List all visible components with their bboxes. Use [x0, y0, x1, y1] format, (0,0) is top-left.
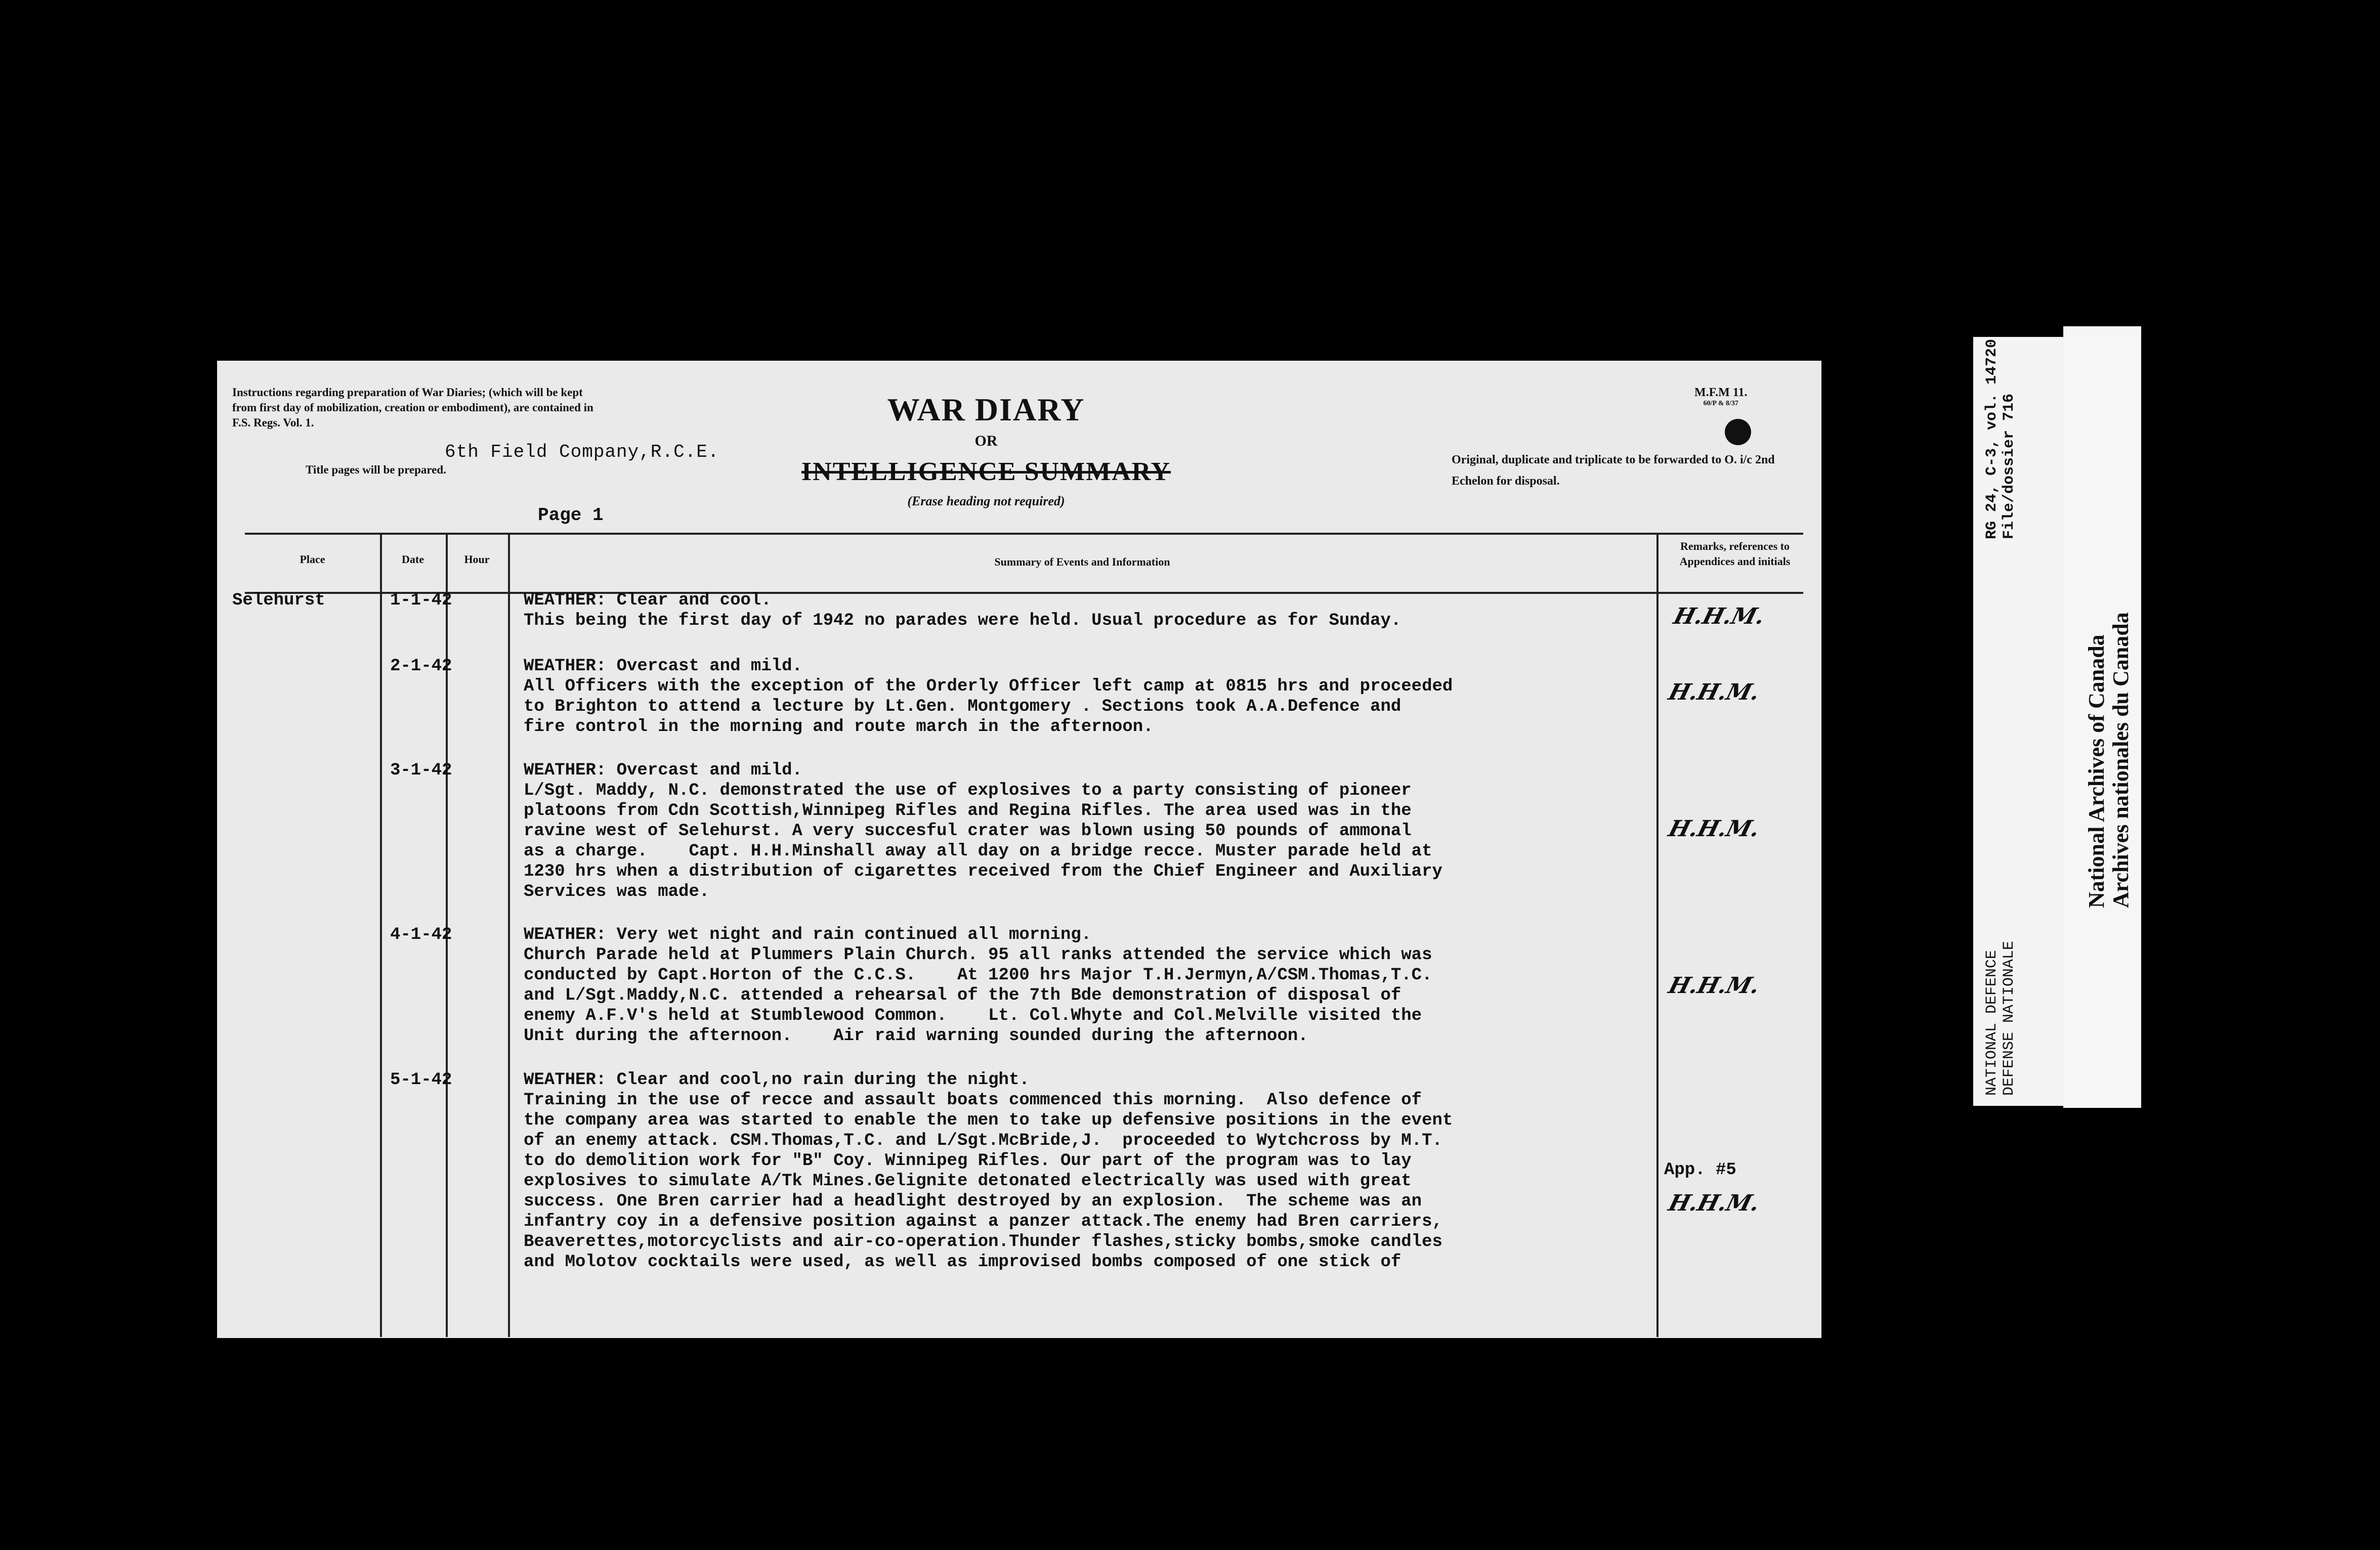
col-header-remarks: Remarks, references to Appendices and initials [1679, 540, 1791, 568]
entry-line: enemy A.F.V's held at Stumblewood Common. Lt. Col.Whyte and Col.Melville visited the [524, 1006, 1422, 1025]
entry-line: fire control in the morning and route march in the afternoon. [524, 717, 1154, 737]
entry-line: WEATHER: Clear and cool,no rain during the night. [524, 1070, 1030, 1090]
entry-line: to do demolition work for "B" Coy. Winnipeg Rifles. Our part of the program was to lay [524, 1151, 1412, 1171]
initials-signature: H.H.M. [1666, 816, 1763, 842]
entry-line: ravine west of Selehurst. A very succesful crater was blown using 50 pounds of ammonal [524, 822, 1412, 841]
entry-line: infantry coy in a defensive position against a panzer attack.The enemy had Bren carriers, [524, 1212, 1442, 1231]
entry-line: Training in the use of recce and assault boats commenced this morning. Also defence of [524, 1091, 1422, 1110]
unit-name: 6th Field Company,R.C.E. [445, 442, 719, 462]
place-cell: Selehurst [232, 591, 325, 610]
entry-line: Church Parade held at Plummers Plain Church. 95 all ranks attended the service which was [524, 945, 1432, 965]
entry-line: and L/Sgt.Maddy,N.C. attended a rehearsal of the 7th Bde demonstration of disposal of [524, 986, 1401, 1005]
entry-line: the company area was started to enable the men to take up defensive positions in the event [524, 1111, 1453, 1130]
col-header-date: Date [402, 553, 424, 566]
department-en: NATIONAL DEFENCE [1983, 950, 2001, 1096]
archive-reference [1983, 339, 2018, 539]
entry-line: L/Sgt. Maddy, N.C. demonstrated the use of explosives to a party consisting of pioneer [524, 781, 1412, 800]
form-number-sub: 60/P & 8/37 [1703, 400, 1738, 407]
department-stamp [1983, 941, 2018, 1096]
col-divider-place [380, 533, 382, 1337]
entry-line: and Molotov cocktails were used, as well as improvised bombs composed of one stick of [524, 1253, 1401, 1272]
entry-date: 5-1-42 [390, 1070, 452, 1090]
entry-line: to Brighton to attend a lecture by Lt.Gen. Montgomery . Sections took A.A.Defence and [524, 697, 1401, 716]
department-fr: DEFENSE NATIONALE [2001, 940, 2018, 1096]
instructions-note: Instructions regarding preparation of War Diaries; (which will be kept from first day of mobilization, creation or embodiment), are contained in F.S. Regs. Vol. 1. [232, 386, 593, 429]
form-number-main: M.F.M 11. [1694, 386, 1748, 399]
intelligence-summary-title: INTELLIGENCE SUMMARY [801, 457, 1171, 486]
entry-text [524, 656, 1453, 737]
form-number [1694, 386, 1747, 408]
entry-text [524, 760, 1442, 902]
archives-name-fr: Archives nationales du Canada [2108, 612, 2133, 908]
col-divider-hour [508, 533, 510, 1337]
title-pages-note: Title pages will be prepared. [306, 463, 446, 476]
form-heading [753, 391, 1219, 509]
archive-ref-line: RG 24, C-3, vol. 14720 [1983, 338, 2001, 539]
col-header-hour: Hour [464, 553, 490, 566]
initials-signature: H.H.M. [1671, 604, 1768, 629]
national-archives-label [2063, 326, 2141, 1108]
col-header-summary: Summary of Events and Information [994, 555, 1170, 568]
entry-line: WEATHER: Overcast and mild. [524, 761, 802, 780]
initials-signature: H.H.M. [1666, 679, 1763, 705]
table-top-rule [245, 533, 1803, 535]
archive-reference-label [1973, 337, 2064, 1106]
entry-line: Services was made. [524, 882, 710, 901]
entry-date: 1-1-42 [390, 591, 452, 610]
entry-date: 3-1-42 [390, 761, 452, 780]
entry-line: All Officers with the exception of the Orderly Officer left camp at 0815 hrs and proceeded [524, 677, 1453, 696]
war-diary-title: WAR DIARY [887, 392, 1085, 427]
entry-line: explosives to simulate A/Tk Mines.Gelignite detonated electrically was used with great [524, 1172, 1412, 1191]
erase-note: (Erase heading not required) [907, 494, 1065, 508]
col-divider-summary [1656, 533, 1659, 1337]
entry-line: platoons from Cdn Scottish,Winnipeg Rifles and Regina Rifles. The area used was in the [524, 801, 1412, 821]
entry-line: WEATHER: Very wet night and rain continued all morning. [524, 925, 1092, 944]
entry-line: WEATHER: Clear and cool. [524, 591, 772, 610]
entry-line: Beaverettes,motorcyclists and air-co-operation.Thunder flashes,sticky bombs,smoke candles [524, 1232, 1442, 1252]
initials-signature: H.H.M. [1666, 973, 1763, 999]
archive-file-line: File/dossier 716 [2001, 393, 2018, 539]
archives-name-en: National Archives of Canada [2084, 634, 2109, 908]
initials-signature: H.H.M. [1666, 1190, 1763, 1216]
diary-page [217, 361, 1821, 1338]
entry-line: as a charge. Capt. H.H.Minshall away all day on a bridge recce. Muster parade held at [524, 842, 1432, 861]
entry-text [524, 925, 1432, 1046]
entry-line: 1230 hrs when a distribution of cigarettes received from the Chief Engineer and Auxiliary [524, 862, 1442, 881]
page-number: Page 1 [538, 505, 604, 526]
entry-line: This being the first day of 1942 no parades were held. Usual procedure as for Sunday. [524, 611, 1401, 630]
entry-line: WEATHER: Overcast and mild. [524, 657, 802, 676]
entry-line: success. One Bren carrier had a headlight destroyed by an explosion. The scheme was an [524, 1192, 1422, 1211]
punch-hole-icon [1725, 419, 1751, 445]
col-header-place: Place [300, 553, 325, 566]
entry-line: Unit during the afternoon. Air raid warning sounded during the afternoon. [524, 1026, 1308, 1046]
entry-date: 4-1-42 [390, 925, 452, 944]
entry-text [524, 1070, 1453, 1272]
appendix-reference: App. #5 [1664, 1160, 1736, 1180]
entry-line: of an enemy attack. CSM.Thomas,T.C. and L/Sgt.McBride,J. proceeded to Wytchcross by M.T. [524, 1131, 1442, 1150]
archives-name [2085, 612, 2133, 908]
entry-line: conducted by Capt.Horton of the C.C.S. At 1200 hrs Major T.H.Jermyn,A/CSM.Thomas,T.C. [524, 966, 1432, 985]
distribution-note: Original, duplicate and triplicate to be forwarded to O. i/c 2nd Echelon for disposal. [1452, 453, 1775, 488]
entry-text [524, 590, 1401, 631]
or-label: OR [974, 433, 998, 449]
entry-date: 2-1-42 [390, 657, 452, 676]
